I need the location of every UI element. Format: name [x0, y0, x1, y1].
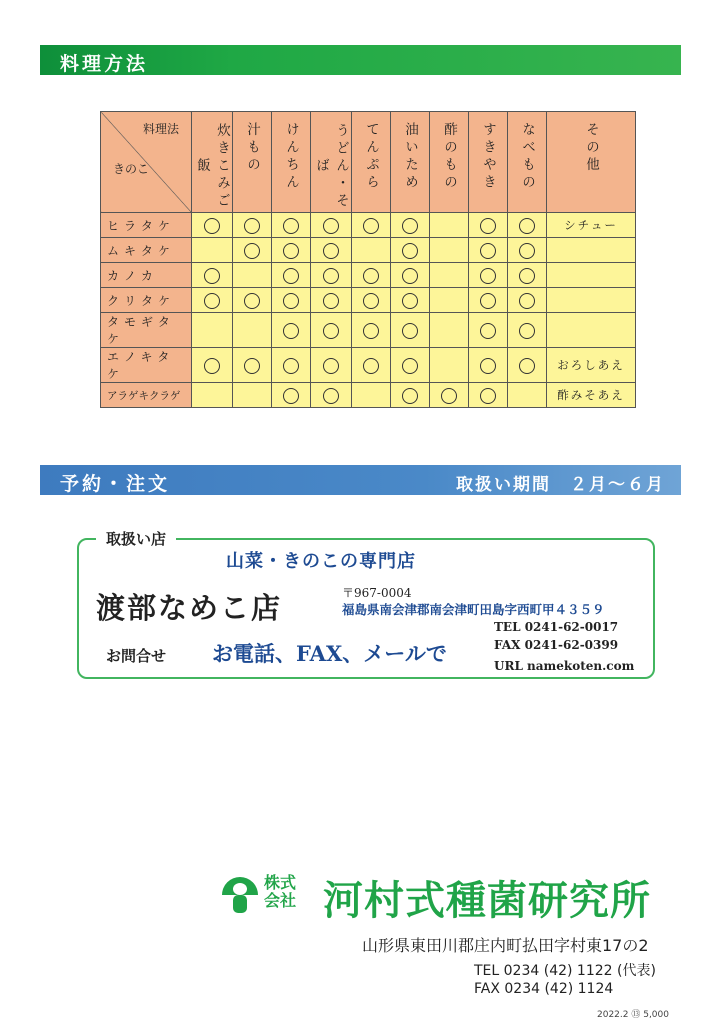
circle-mark-icon — [204, 293, 220, 309]
shop-fax: FAX 0241-62-0399 — [494, 638, 619, 652]
method-cell — [391, 213, 430, 238]
circle-mark-icon — [283, 268, 299, 284]
method-cell — [430, 288, 469, 313]
circle-mark-icon — [283, 218, 299, 234]
mushroom-name: クリタケ — [101, 288, 192, 313]
shop-url[interactable]: URL namekoten.com — [494, 659, 635, 673]
circle-mark-icon — [323, 323, 339, 339]
cooking-methods-header — [40, 45, 681, 75]
table-row — [101, 348, 636, 383]
kabushiki-line-1: 株式 — [264, 873, 297, 892]
shop-address: 福島県南会津郡南会津町田島字西町甲４３５９ — [342, 602, 605, 617]
method-cell — [311, 348, 352, 383]
other-method-cell — [547, 263, 636, 288]
shop-name: 渡部なめこ店 — [96, 591, 283, 625]
method-cell — [469, 383, 508, 408]
mushroom-logo-icon — [220, 873, 260, 917]
method-cell — [192, 348, 233, 383]
mushroom-name: タモギタケ — [101, 313, 192, 348]
mushroom-name: ムキタケ — [101, 238, 192, 263]
circle-mark-icon — [480, 388, 496, 404]
other-method-cell: シチュー — [547, 213, 636, 238]
circle-mark-icon — [480, 358, 496, 374]
method-cell — [192, 238, 233, 263]
circle-mark-icon — [283, 323, 299, 339]
method-cell — [469, 263, 508, 288]
cooking-methods-title: 料理方法 — [60, 53, 149, 75]
method-cell — [508, 213, 547, 238]
corner-mushroom-label: きのこ — [113, 162, 150, 176]
other-method-cell: 酢みそあえ — [547, 383, 636, 408]
method-cell — [508, 383, 547, 408]
circle-mark-icon — [402, 293, 418, 309]
method-cell — [391, 348, 430, 383]
circle-mark-icon — [480, 218, 496, 234]
inquiry-methods: お電話、FAX、メールで — [212, 641, 447, 666]
method-cell — [272, 238, 311, 263]
method-cell — [508, 348, 547, 383]
kabushiki-line-2: 会社 — [264, 891, 297, 910]
method-cell — [508, 313, 547, 348]
method-cell — [311, 313, 352, 348]
method-cell — [430, 213, 469, 238]
corner-method-label: 料理法 — [142, 122, 179, 136]
circle-mark-icon — [519, 293, 535, 309]
circle-mark-icon — [519, 323, 535, 339]
table-header-row — [101, 112, 636, 213]
order-title: 予約・注文 — [60, 473, 171, 495]
circle-mark-icon — [363, 323, 379, 339]
shop-tel: TEL 0241-62-0017 — [494, 620, 619, 634]
table-row — [101, 313, 636, 348]
method-cell — [469, 348, 508, 383]
circle-mark-icon — [244, 218, 260, 234]
circle-mark-icon — [441, 388, 457, 404]
method-header — [391, 112, 430, 213]
method-label: その他 — [583, 122, 599, 175]
method-cell — [391, 263, 430, 288]
circle-mark-icon — [480, 268, 496, 284]
method-label: 酢のもの — [441, 122, 457, 192]
method-cell — [233, 288, 272, 313]
method-header — [352, 112, 391, 213]
circle-mark-icon — [323, 243, 339, 259]
method-cell — [192, 288, 233, 313]
method-cell — [352, 263, 391, 288]
method-cell — [192, 313, 233, 348]
method-cell — [430, 263, 469, 288]
method-label: 汁もの — [244, 122, 260, 175]
company-name: 河村式種菌研究所 — [323, 878, 651, 924]
circle-mark-icon — [480, 243, 496, 259]
method-cell — [469, 238, 508, 263]
table-row — [101, 263, 636, 288]
circle-mark-icon — [204, 268, 220, 284]
circle-mark-icon — [204, 218, 220, 234]
other-method-cell — [547, 288, 636, 313]
circle-mark-icon — [402, 268, 418, 284]
method-cell — [469, 288, 508, 313]
circle-mark-icon — [363, 358, 379, 374]
circle-mark-icon — [402, 323, 418, 339]
method-cell — [272, 313, 311, 348]
method-cell — [469, 313, 508, 348]
method-cell — [508, 288, 547, 313]
method-cell — [508, 263, 547, 288]
method-cell — [192, 383, 233, 408]
circle-mark-icon — [244, 243, 260, 259]
circle-mark-icon — [519, 218, 535, 234]
table-row — [101, 213, 636, 238]
other-method-cell — [547, 238, 636, 263]
circle-mark-icon — [323, 268, 339, 284]
circle-mark-icon — [244, 358, 260, 374]
table-row — [101, 383, 636, 408]
method-cell — [272, 383, 311, 408]
table-row — [101, 238, 636, 263]
method-cell — [233, 238, 272, 263]
method-cell — [233, 263, 272, 288]
circle-mark-icon — [283, 243, 299, 259]
method-header — [192, 112, 233, 213]
method-cell — [272, 263, 311, 288]
method-cell — [352, 213, 391, 238]
method-cell — [233, 313, 272, 348]
method-cell — [233, 383, 272, 408]
circle-mark-icon — [402, 218, 418, 234]
shop-specialty: 山菜・きのこの専門店 — [226, 551, 416, 572]
method-cell — [352, 238, 391, 263]
company-address: 山形県東田川郡庄内町払田字村東17の2 — [362, 936, 649, 955]
method-header — [233, 112, 272, 213]
method-label: なべもの — [519, 122, 535, 192]
order-header — [40, 465, 681, 495]
method-cell — [352, 288, 391, 313]
mushroom-name: アラゲキクラゲ — [101, 383, 192, 408]
circle-mark-icon — [519, 268, 535, 284]
circle-mark-icon — [283, 293, 299, 309]
method-cell — [391, 288, 430, 313]
method-header — [469, 112, 508, 213]
circle-mark-icon — [323, 358, 339, 374]
circle-mark-icon — [283, 358, 299, 374]
company-fax: FAX 0234 (42) 1124 — [474, 981, 614, 997]
method-cell — [430, 313, 469, 348]
kabushiki-gaisha-mark — [264, 874, 296, 910]
circle-mark-icon — [519, 358, 535, 374]
method-cell — [469, 213, 508, 238]
method-cell — [430, 383, 469, 408]
method-cell — [233, 348, 272, 383]
method-cell — [272, 213, 311, 238]
method-cell — [272, 348, 311, 383]
handling-period: 取扱い期間 ２月〜６月 — [456, 475, 665, 495]
method-label: 油いため — [402, 122, 418, 192]
circle-mark-icon — [480, 293, 496, 309]
company-tel: TEL 0234 (42) 1122 (代表) — [474, 963, 656, 979]
circle-mark-icon — [323, 218, 339, 234]
method-cell — [352, 383, 391, 408]
circle-mark-icon — [323, 293, 339, 309]
table-row — [101, 288, 636, 313]
other-method-cell: おろしあえ — [547, 348, 636, 383]
mushroom-name: エノキタケ — [101, 348, 192, 383]
circle-mark-icon — [363, 218, 379, 234]
method-cell — [391, 313, 430, 348]
method-cell — [391, 238, 430, 263]
circle-mark-icon — [204, 358, 220, 374]
mushroom-name: カノカ — [101, 263, 192, 288]
method-header — [311, 112, 352, 213]
shop-postal-code: 〒967-0004 — [342, 586, 412, 600]
circle-mark-icon — [402, 358, 418, 374]
method-cell — [233, 213, 272, 238]
shop-tag: 取扱い店 — [96, 528, 176, 549]
method-cell — [508, 238, 547, 263]
method-cell — [430, 348, 469, 383]
method-cell — [192, 263, 233, 288]
method-cell — [311, 383, 352, 408]
method-label: すきやき — [480, 122, 496, 192]
inquiry-label: お問合せ — [106, 647, 167, 665]
method-label: てんぷら — [363, 122, 379, 192]
method-header — [508, 112, 547, 213]
table-body — [101, 213, 636, 408]
method-cell — [391, 383, 430, 408]
method-label: うどん・そば — [313, 123, 349, 211]
circle-mark-icon — [402, 388, 418, 404]
circle-mark-icon — [363, 268, 379, 284]
method-cell — [430, 238, 469, 263]
circle-mark-icon — [323, 388, 339, 404]
mushroom-name: ヒラタケ — [101, 213, 192, 238]
circle-mark-icon — [283, 388, 299, 404]
circle-mark-icon — [519, 243, 535, 259]
print-code: 2022.2 ⑬ 5,000 — [597, 1010, 669, 1020]
method-cell — [192, 213, 233, 238]
circle-mark-icon — [480, 323, 496, 339]
circle-mark-icon — [402, 243, 418, 259]
method-header — [547, 112, 636, 213]
method-header — [430, 112, 469, 213]
method-label: 炊きこみご飯 — [194, 123, 230, 211]
method-label: けんちん — [283, 122, 299, 192]
method-cell — [311, 213, 352, 238]
circle-mark-icon — [244, 293, 260, 309]
other-method-cell — [547, 313, 636, 348]
method-cell — [311, 263, 352, 288]
method-cell — [311, 238, 352, 263]
method-header — [272, 112, 311, 213]
method-cell — [352, 348, 391, 383]
table-corner-cell — [101, 112, 192, 213]
circle-mark-icon — [363, 293, 379, 309]
method-cell — [311, 288, 352, 313]
cooking-methods-table — [100, 111, 636, 408]
method-cell — [272, 288, 311, 313]
method-cell — [352, 313, 391, 348]
